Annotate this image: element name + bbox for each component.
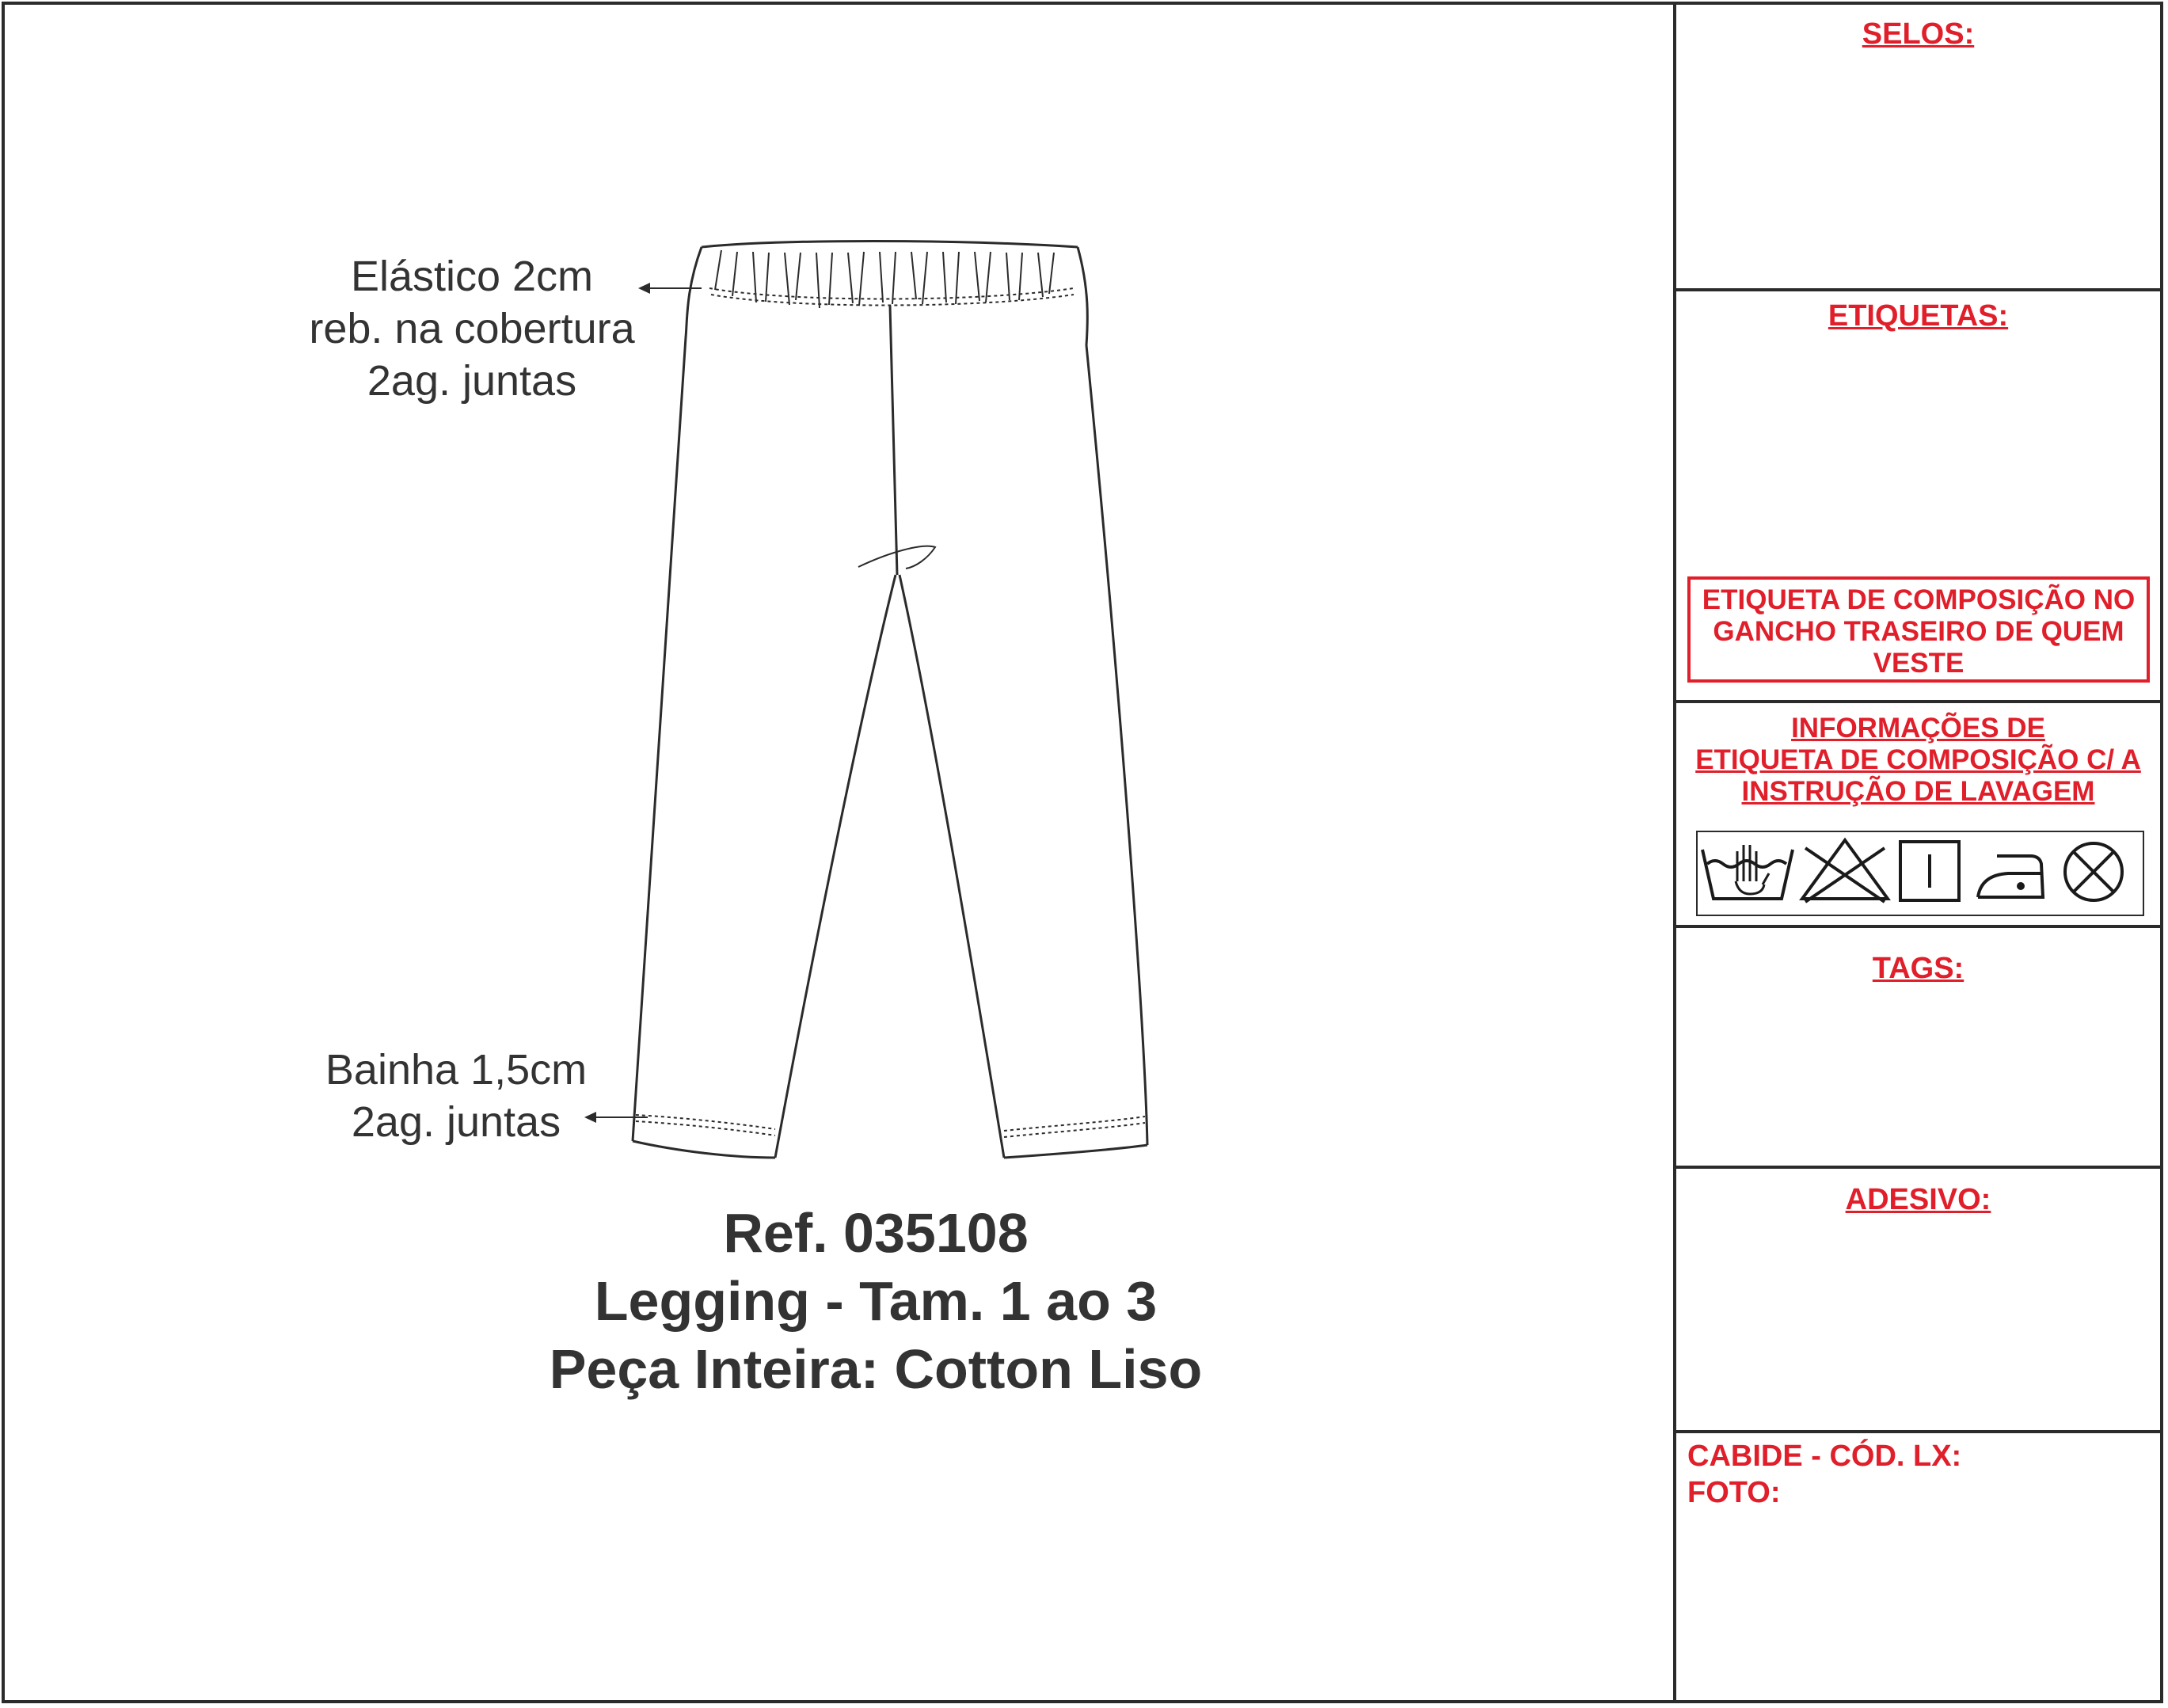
- legging-drawing: [5, 5, 1673, 1700]
- selos-title: SELOS:: [1862, 17, 1975, 51]
- drawing-area: [5, 5, 1673, 1700]
- reference-block: [401, 1199, 1351, 1403]
- care-symbols-row: [1696, 831, 2144, 916]
- reference-code: Ref. 035108: [723, 1202, 1029, 1264]
- hem-callout: [290, 1044, 622, 1148]
- care-info-title: [1676, 713, 2160, 808]
- waistband-callout-line: 2ag. juntas: [367, 357, 577, 405]
- care-info-title-line: INSTRUÇÃO DE LAVAGEM: [1741, 776, 2095, 807]
- composition-note-line: GANCHO TRASEIRO DE QUEM: [1713, 616, 2124, 647]
- care-info-title-line: ETIQUETA DE COMPOSIÇÃO C/ A: [1695, 744, 2141, 775]
- do-not-bleach-icon: [1802, 840, 1888, 902]
- hand-wash-icon: [1702, 845, 1793, 899]
- waistband-callout: [282, 250, 662, 407]
- tech-sheet: [2, 2, 2163, 1703]
- tags-section: [1676, 928, 2160, 1169]
- fabric-description: Peça Inteira: Cotton Liso: [549, 1338, 1203, 1400]
- cabide-label: CABIDE - CÓD. LX:: [1687, 1440, 1962, 1473]
- etiquetas-section: [1676, 291, 2160, 703]
- care-info-section: [1676, 703, 2160, 928]
- hem-callout-line: Bainha 1,5cm: [325, 1046, 588, 1094]
- composition-note-line: ETIQUETA DE COMPOSIÇÃO NO: [1702, 584, 2136, 615]
- selos-section: [1676, 5, 2160, 291]
- composition-note-box: [1687, 576, 2150, 683]
- cabide-section: [1676, 1433, 2160, 1700]
- etiquetas-title: ETIQUETAS:: [1828, 299, 2009, 333]
- waistband-callout-line: Elástico 2cm: [350, 253, 594, 300]
- care-info-title-line: INFORMAÇÕES DE: [1791, 713, 2045, 744]
- side-panel: [1673, 5, 2160, 1700]
- waistband-callout-line: reb. na cobertura: [309, 305, 635, 352]
- adesivo-section: [1676, 1169, 2160, 1433]
- composition-note-line: VESTE: [1873, 648, 1965, 679]
- product-name: Legging - Tam. 1 ao 3: [594, 1270, 1158, 1332]
- do-not-dry-clean-icon: [2065, 843, 2122, 900]
- line-dry-icon: [1900, 842, 1959, 900]
- hem-callout-line: 2ag. juntas: [351, 1098, 561, 1146]
- care-symbols: [1698, 832, 2146, 918]
- adesivo-title: ADESIVO:: [1845, 1183, 1991, 1216]
- iron-low-icon: [1978, 856, 2043, 897]
- foto-label: FOTO:: [1687, 1476, 1781, 1509]
- tags-title: TAGS:: [1872, 952, 1965, 985]
